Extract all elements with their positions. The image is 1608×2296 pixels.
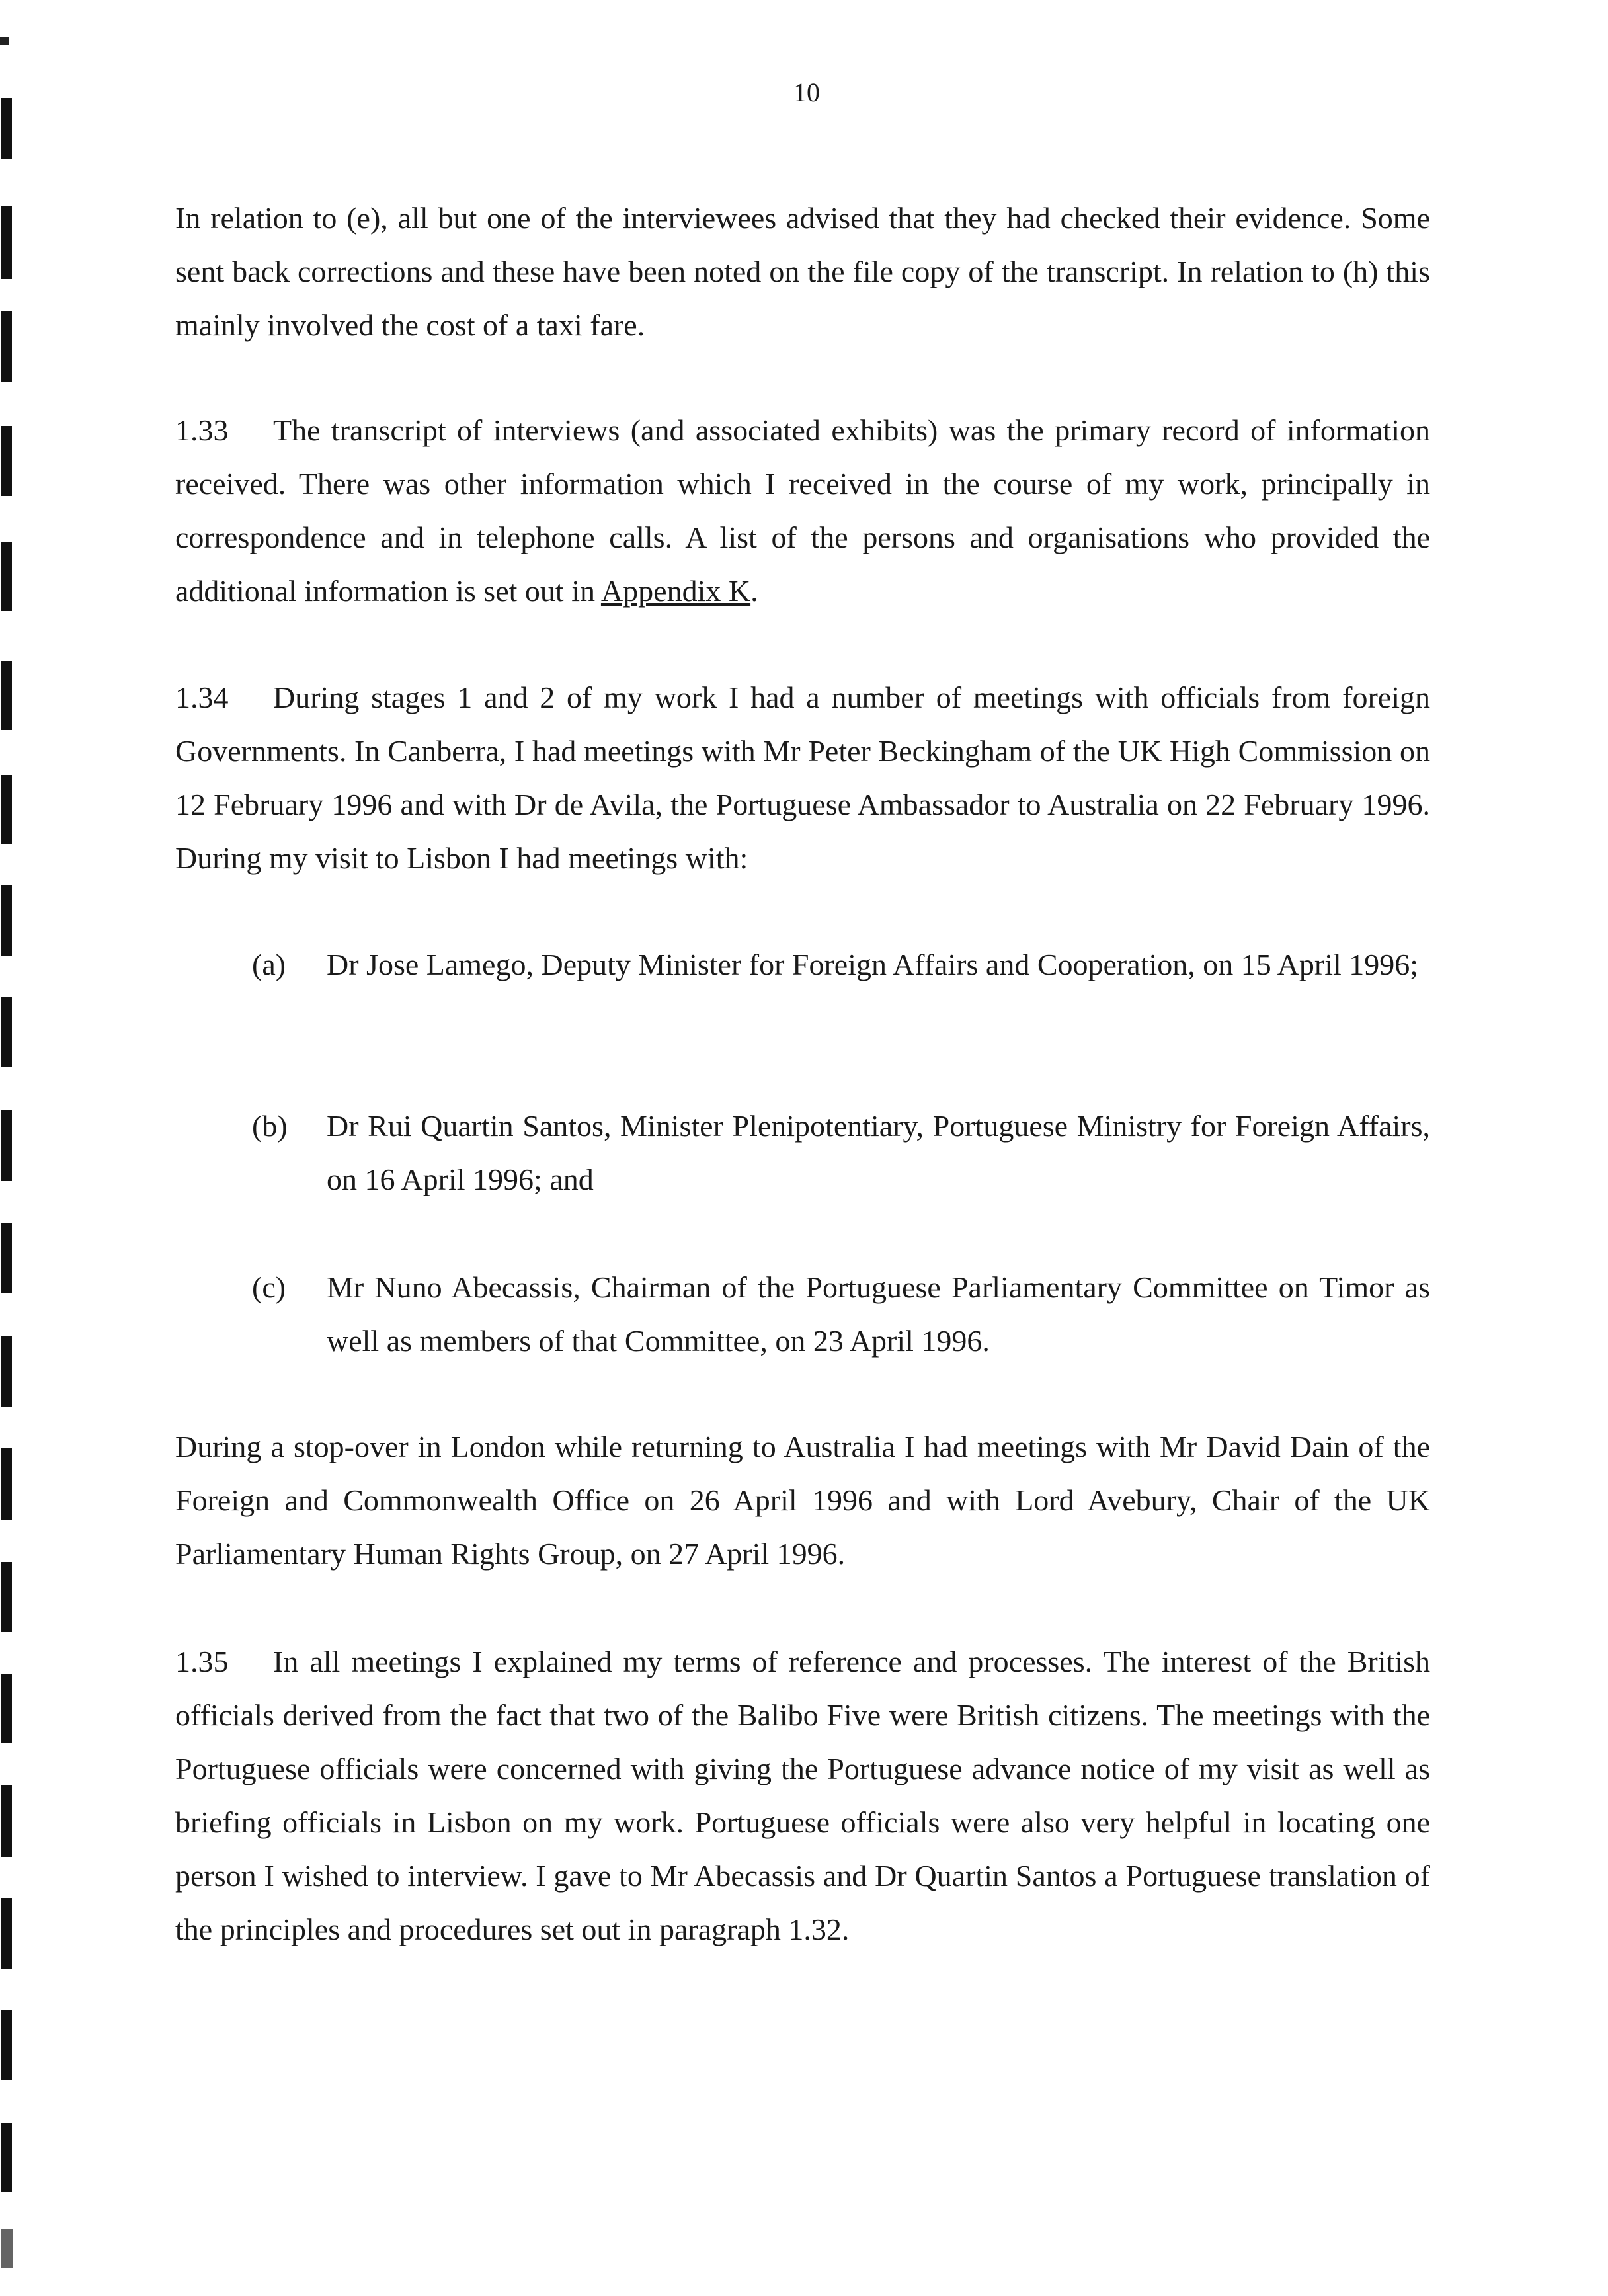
- paragraph-number: 1.33: [175, 413, 229, 447]
- paragraph-1-33: [175, 403, 1430, 618]
- list-item-c: [252, 1260, 1430, 1368]
- list-item-text: Mr Nuno Abecassis, Chairman of the Portuguese Parliamentary Committee on Timor as well as members of that Committee, on 23 April 1996.: [327, 1270, 1430, 1358]
- list-item-a: [252, 938, 1430, 991]
- list-item-text: Dr Jose Lamego, Deputy Minister for Foreign Affairs and Cooperation, on 15 April 1996;: [327, 948, 1419, 981]
- paragraph-text-end: .: [750, 574, 758, 608]
- paragraph-1-34: [175, 671, 1430, 885]
- paragraph-text: In all meetings I explained my terms of reference and processes. The interest of the British officials derived from the fact that two of the Balibo Five were British citizens. The meetings with the Portuguese officials were concerned with giving the Portuguese advance notice of my visit as well as briefing officials in Lisbon on my work. Portuguese officials were also very helpful in locating one person I wished to interview. I gave to Mr Abecassis and Dr Quartin Santos a Portuguese translation of the principles and procedures set out in paragraph 1.32.: [175, 1645, 1430, 1946]
- page-number: 10: [793, 77, 820, 107]
- paragraph-number: 1.35: [175, 1645, 229, 1678]
- paragraph-1-35: [175, 1635, 1430, 1956]
- intro-paragraph: In relation to (e), all but one of the interviewees advised that they had checked their evidence. Some sent back corrections and these have been noted on the file copy of the transcript. In relation to (h) this mainly involved the cost of a taxi fare.: [175, 201, 1430, 342]
- list-item-label: (a): [252, 948, 286, 981]
- list-item-b: [252, 1099, 1430, 1206]
- paragraph-number: 1.34: [175, 680, 229, 714]
- list-item-label: (c): [252, 1270, 286, 1304]
- paragraph-text: The transcript of interviews (and associated exhibits) was the primary record of information received. There was other information which I received in the course of my work, principally in correspondence and in telephone calls. A list of the persons and organisations who provided the additional information is set out in: [175, 413, 1430, 608]
- appendix-k-link[interactable]: Appendix K: [600, 574, 751, 608]
- london-paragraph: During a stop-over in London while returning to Australia I had meetings with Mr David Dain of the Foreign and Commonwealth Office on 26 April 1996 and with Lord Avebury, Chair of the UK Parliamentary Human Rights Group, on 27 April 1996.: [175, 1430, 1430, 1571]
- list-item-text: Dr Rui Quartin Santos, Minister Plenipotentiary, Portuguese Ministry for Foreign Affairs, on 16 April 1996; and: [327, 1109, 1430, 1196]
- paragraph-text: During stages 1 and 2 of my work I had a number of meetings with officials from foreign Governments. In Canberra, I had meetings with Mr Peter Beckingham of the UK High Commission on 12 February 1996 and with Dr de Avila, the Portuguese Ambassador to Australia on 22 February 1996. During my visit to Lisbon I had meetings with:: [175, 680, 1430, 875]
- list-item-label: (b): [252, 1109, 288, 1143]
